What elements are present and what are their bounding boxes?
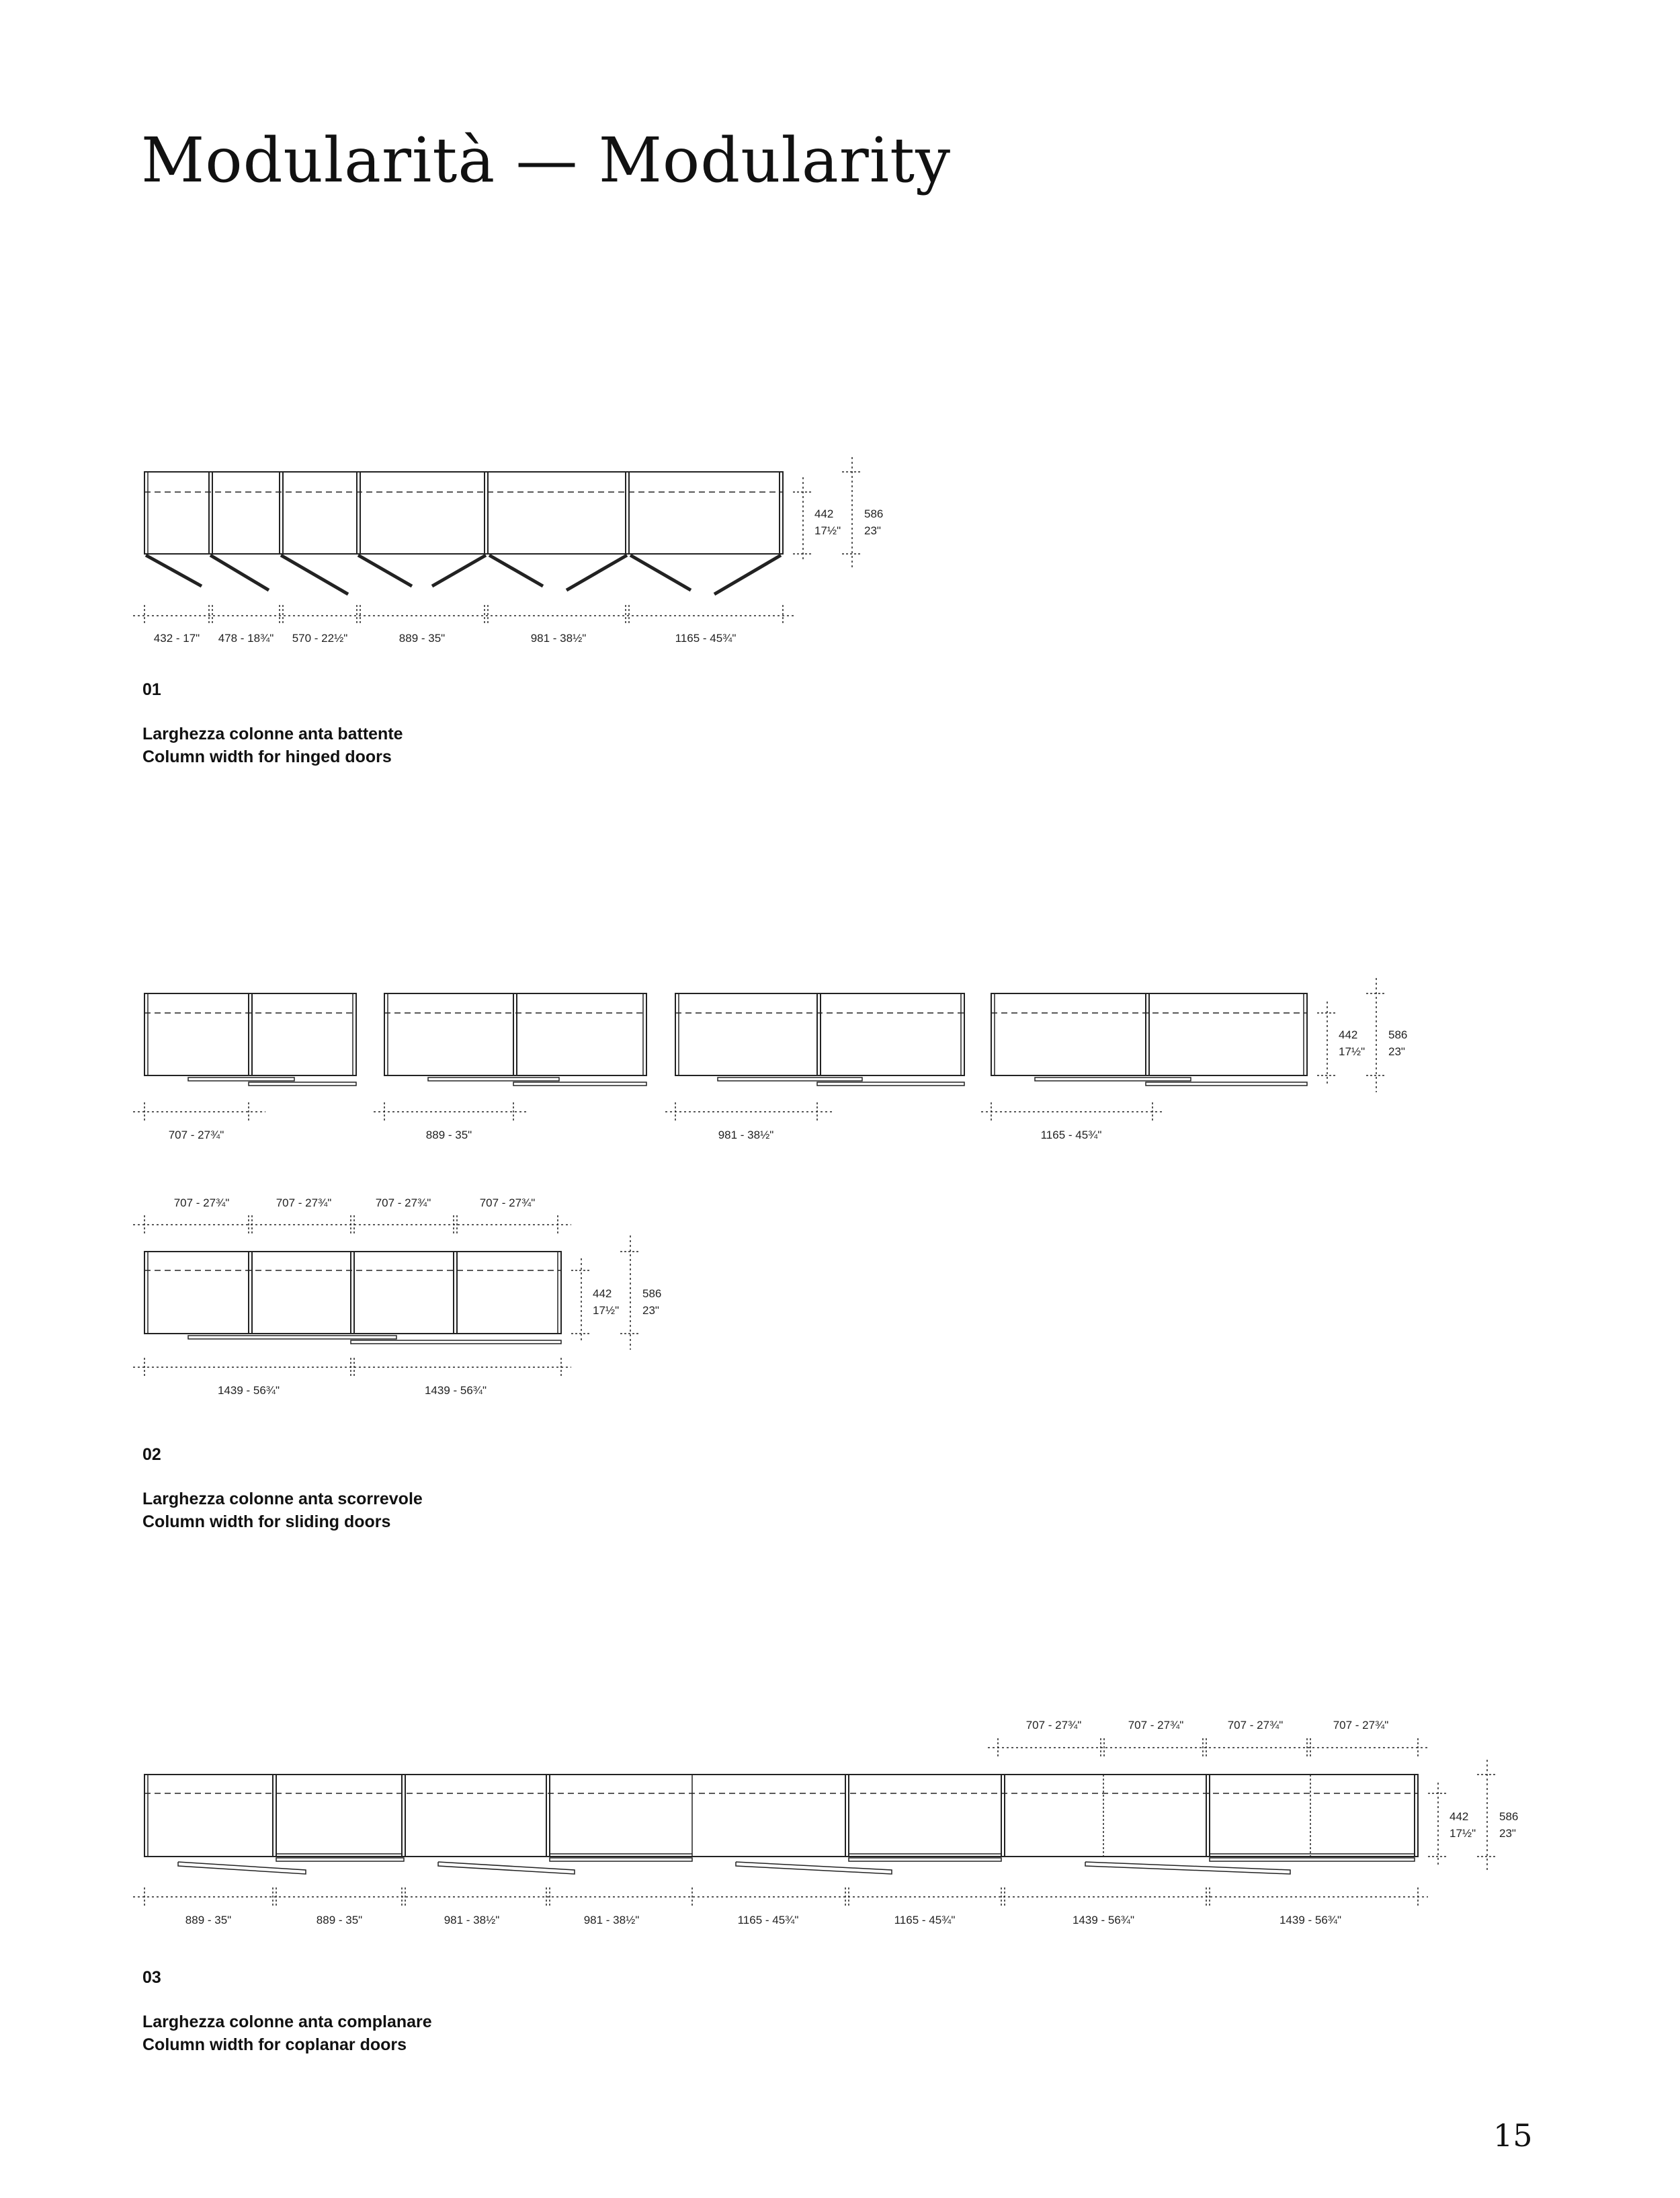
- width-label: 707 - 27¾": [173, 1196, 230, 1209]
- width-label: 889 - 35": [425, 1129, 472, 1141]
- height-label-586: 586: [1388, 1028, 1408, 1041]
- hinged-doors-drawing: [133, 457, 862, 625]
- width-label: 981 - 38½": [583, 1914, 640, 1926]
- width-label: 1165 - 45¾": [675, 632, 737, 645]
- height-label-442: 442: [1450, 1810, 1469, 1823]
- section-number: 01: [142, 680, 161, 699]
- height-label-586: 586: [864, 507, 884, 520]
- width-label: 707 - 27¾": [1227, 1719, 1284, 1732]
- caption-italian: Larghezza colonne anta battente: [142, 725, 403, 743]
- height-label-442: 442: [593, 1287, 612, 1300]
- width-label: 707 - 27¾": [479, 1196, 536, 1209]
- height-label-586: 586: [642, 1287, 662, 1300]
- width-label: 478 - 18¾": [218, 632, 274, 645]
- height-label-586: 586: [1499, 1810, 1519, 1823]
- section-caption: [142, 723, 403, 768]
- height-label-23in: 23": [642, 1304, 659, 1317]
- sliding-unit-981: [665, 993, 964, 1121]
- section-caption: [142, 1488, 423, 1533]
- height-label-17in: 17½": [814, 524, 841, 537]
- width-label: 889 - 35": [398, 632, 446, 645]
- height-label-23in: 23": [1388, 1045, 1405, 1058]
- width-label: 889 - 35": [316, 1914, 363, 1926]
- width-label: 707 - 27¾": [168, 1129, 224, 1141]
- width-label: 432 - 17": [153, 632, 200, 645]
- width-label: 707 - 27¾": [375, 1196, 431, 1209]
- caption-italian: Larghezza colonne anta scorrevole: [142, 1490, 423, 1508]
- section-number: 03: [142, 1968, 161, 1987]
- section-number: 02: [142, 1445, 161, 1464]
- height-label-442: 442: [814, 507, 834, 520]
- section-caption: [142, 2010, 432, 2056]
- width-label: 1439 - 56¾": [1279, 1914, 1342, 1926]
- coplanar-doors-drawing: [133, 1738, 1497, 1906]
- width-label: 570 - 22½": [292, 632, 348, 645]
- width-label: 1165 - 45¾": [894, 1914, 956, 1926]
- width-label: 707 - 27¾": [1025, 1719, 1082, 1732]
- width-label: 707 - 27¾": [1333, 1719, 1389, 1732]
- width-label: 1165 - 45¾": [737, 1914, 799, 1926]
- width-label: 981 - 38½": [718, 1129, 774, 1141]
- width-label: 707 - 27¾": [276, 1196, 332, 1209]
- height-label-17in: 17½": [1450, 1827, 1476, 1840]
- width-label: 707 - 27¾": [1128, 1719, 1184, 1732]
- width-label: 1165 - 45¾": [1040, 1129, 1102, 1141]
- page-number: 15: [1493, 2117, 1533, 2154]
- sliding-unit-4x707: [133, 1215, 640, 1377]
- sliding-unit-889: [374, 993, 646, 1121]
- hinged-cabinet-outline: [144, 472, 783, 554]
- caption-english: Column width for hinged doors: [142, 747, 392, 766]
- height-label-442: 442: [1339, 1028, 1358, 1041]
- open-hinged-doors: [146, 555, 781, 594]
- caption-italian: Larghezza colonne anta complanare: [142, 2012, 432, 2031]
- width-label: 889 - 35": [185, 1914, 232, 1926]
- page-title: Modularità — Modularity: [141, 124, 952, 196]
- sliding-unit-707: [133, 993, 356, 1121]
- width-label: 981 - 38½": [530, 632, 587, 645]
- width-label: 1439 - 56¾": [217, 1384, 280, 1397]
- width-label: 981 - 38½": [444, 1914, 500, 1926]
- height-label-23in: 23": [1499, 1827, 1516, 1840]
- height-label-17in: 17½": [1339, 1045, 1366, 1058]
- caption-english: Column width for sliding doors: [142, 1512, 391, 1531]
- height-label-17in: 17½": [593, 1304, 620, 1317]
- width-label: 1439 - 56¾": [424, 1384, 487, 1397]
- caption-english: Column width for coplanar doors: [142, 2035, 407, 2054]
- width-label: 1439 - 56¾": [1072, 1914, 1135, 1926]
- height-label-23in: 23": [864, 524, 881, 537]
- sliding-unit-1165: [981, 978, 1386, 1121]
